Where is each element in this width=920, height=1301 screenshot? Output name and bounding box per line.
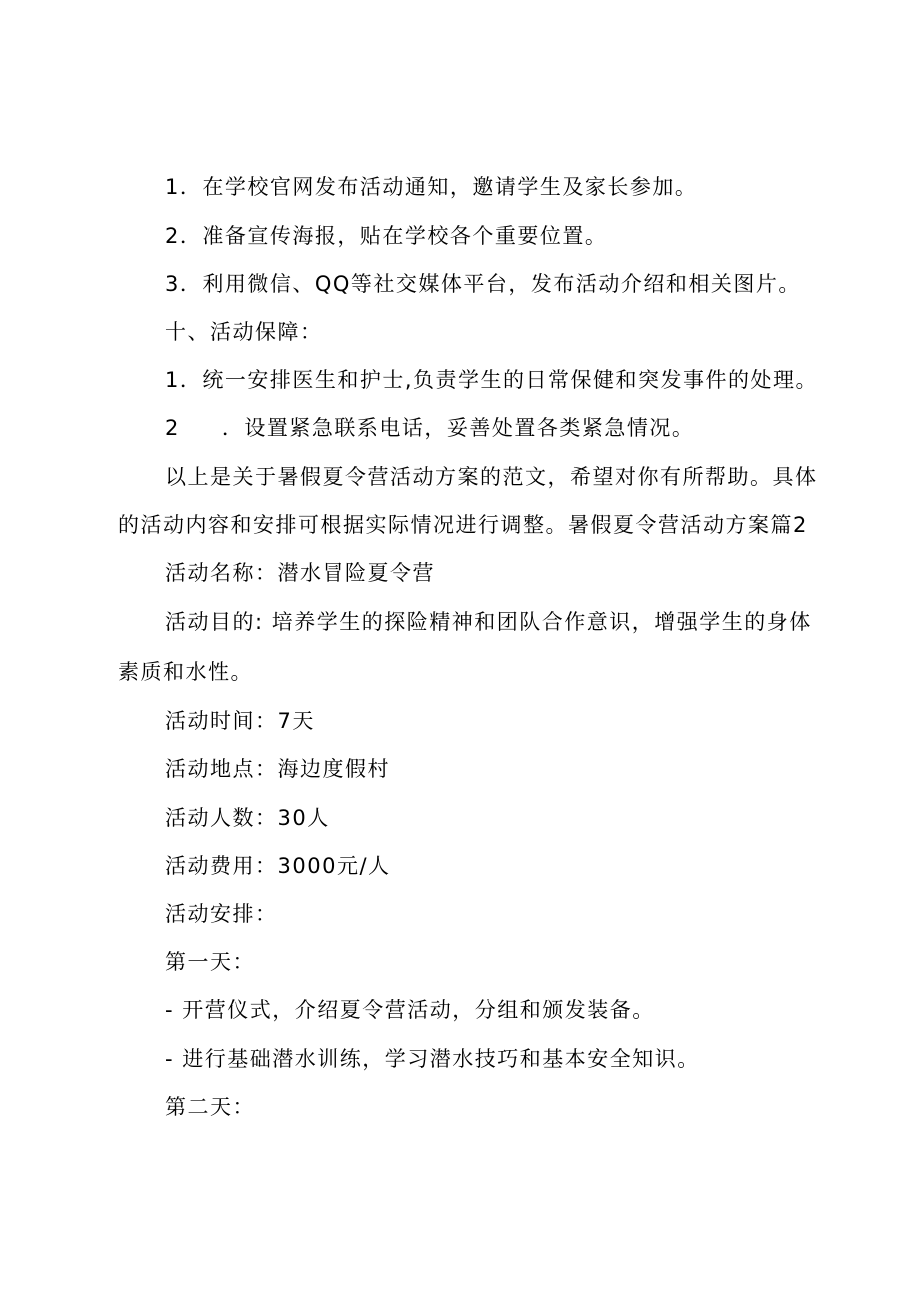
day-one-item-1: - 开营仪式，介绍夏令营活动，分组和颁发装备。 [165, 998, 655, 1022]
guarantee-item-2-text: ．设置紧急联系电话，妥善处置各类紧急情况。 [221, 416, 695, 440]
activity-name: 活动名称：潜水冒险夏令营 [165, 561, 435, 585]
promotion-item-1: 1．在学校官网发布活动通知，邀请学生及家长参加。 [165, 175, 698, 199]
activity-purpose-line-2: 素质和水性。 [118, 660, 253, 684]
promotion-item-3: 3．利用微信、QQ等社交媒体平台，发布活动介绍和相关图片。 [165, 272, 801, 296]
activity-location: 活动地点：海边度假村 [165, 757, 390, 781]
closing-paragraph-line-2: 的活动内容和安排可根据实际情况进行调整。暑假夏令营活动方案篇2 [118, 513, 808, 537]
section-ten-heading: 十、活动保障： [165, 320, 323, 344]
activity-purpose-line-1: 活动目的: 培养学生的探险精神和团队合作意识，增强学生的身体 [165, 610, 812, 634]
activity-schedule-heading: 活动安排： [165, 902, 278, 926]
closing-paragraph-line-1: 以上是关于暑假夏令营活动方案的范文，希望对你有所帮助。具体 [165, 465, 818, 489]
promotion-item-2: 2．准备宣传海报，贴在学校各个重要位置。 [165, 224, 608, 248]
day-one-item-2: - 进行基础潜水训练，学习潜水技巧和基本安全知识。 [165, 1047, 700, 1071]
guarantee-item-2 [165, 414, 694, 442]
activity-people: 活动人数：30人 [165, 806, 330, 830]
guarantee-item-2-number: 2 [165, 416, 180, 440]
day-two-heading: 第二天： [165, 1095, 255, 1119]
day-one-heading: 第一天： [165, 950, 255, 974]
guarantee-item-1: 1．统一安排医生和护士,负责学生的日常保健和突发事件的处理。 [165, 368, 819, 392]
activity-time: 活动时间：7天 [165, 709, 315, 733]
activity-fee: 活动费用：3000元/人 [165, 854, 391, 878]
